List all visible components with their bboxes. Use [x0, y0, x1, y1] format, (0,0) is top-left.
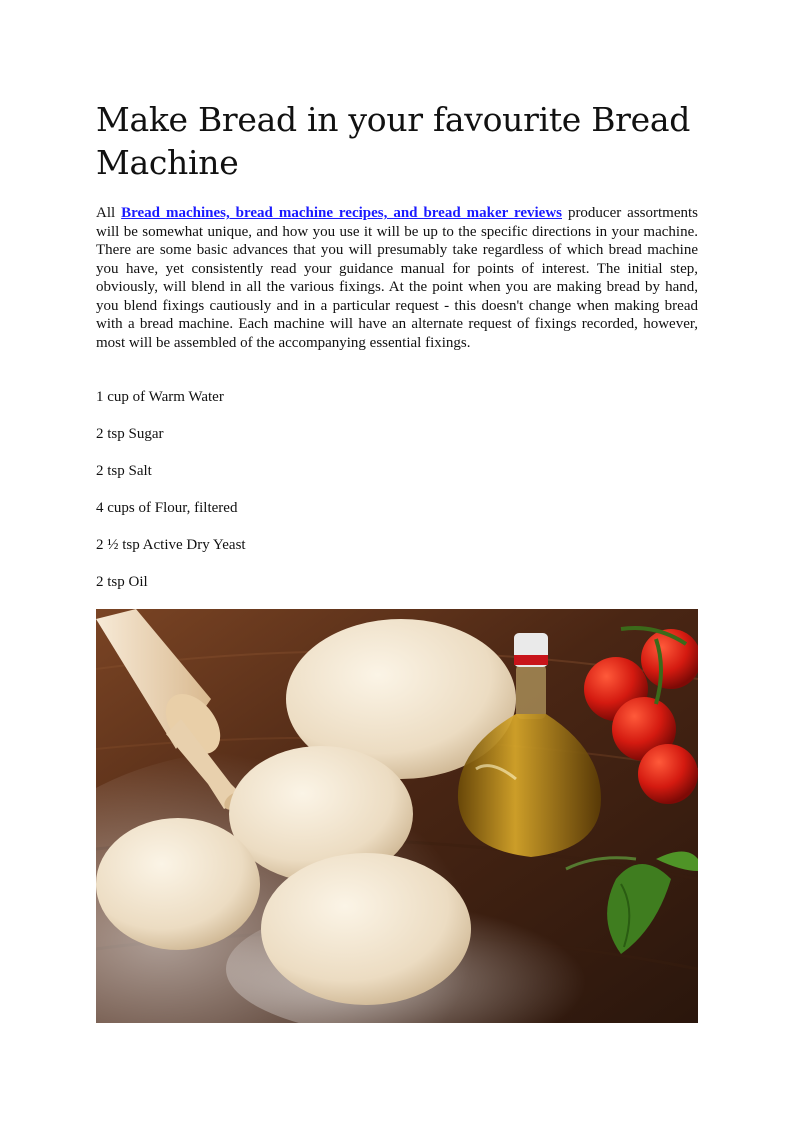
ingredient-item: 1 cup of Warm Water [96, 389, 224, 405]
intro-body: producer assortments will be somewhat unique, and how you use it will be up to the specific directions in your machine. There are some basic advances that you will presumably take regardless of which bread machine you have, yet consistently read your guidance manual for points of interest. The initial step, obviously, will blend in all the various fixings. At the point when you are making bread by hand, you blend fixings cautiously and in a particular request - this doesn't change when making bread with a bread machine. Each machine will have an alternate request of fixings recorded, however, most will be assembled of the accompanying essential fixings. [96, 205, 699, 351]
ingredient-list [96, 388, 698, 610]
bread-machines-link[interactable]: Bread machines, bread machine recipes, and bread maker reviews [121, 205, 562, 221]
ingredient-item: 2 ½ tsp Active Dry Yeast [96, 537, 246, 553]
ingredient-item: 2 tsp Sugar [96, 426, 164, 442]
intro-lead: All [96, 205, 116, 221]
dough-photo-illustration [96, 609, 698, 1023]
page-title: Make Bread in your favourite Bread Machine [96, 100, 691, 182]
ingredient-item: 4 cups of Flour, filtered [96, 500, 238, 516]
bread-dough-photo [96, 609, 698, 1023]
ingredient-item: 2 tsp Oil [96, 574, 148, 590]
ingredient-item: 2 tsp Salt [96, 463, 152, 479]
intro-paragraph [96, 204, 698, 352]
